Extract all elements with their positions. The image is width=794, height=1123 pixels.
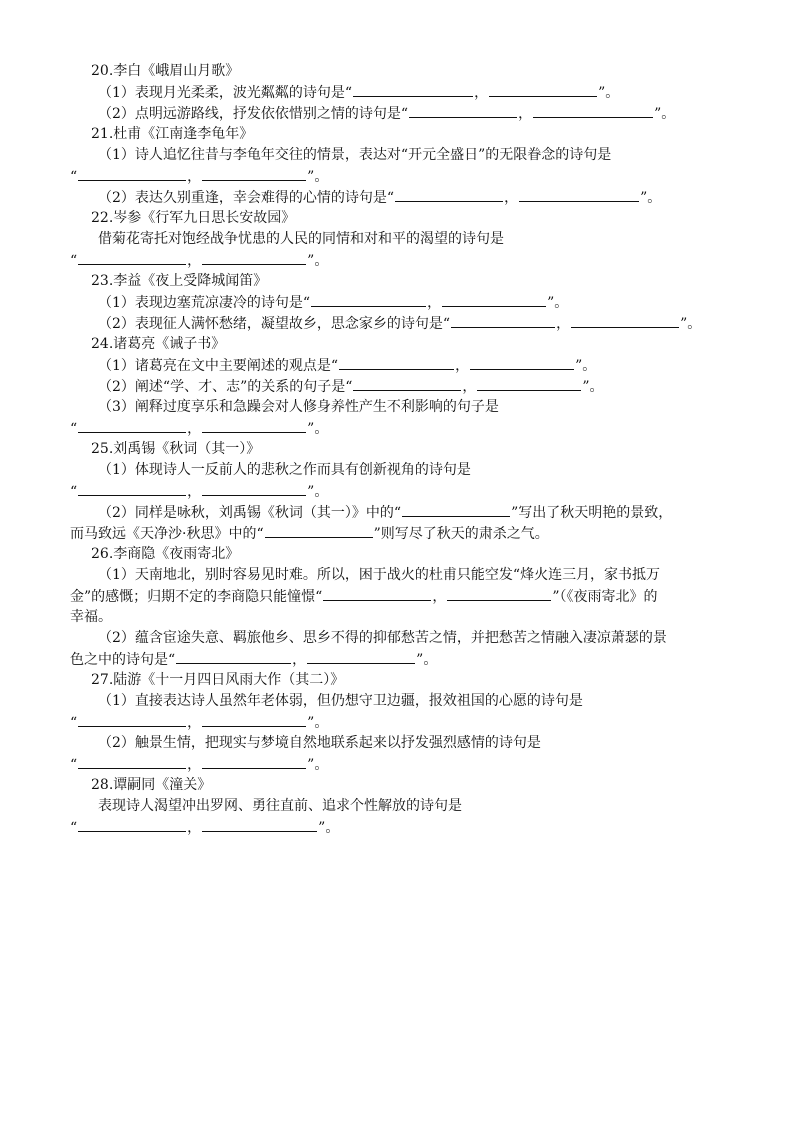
answer-blank[interactable] [78,250,186,265]
answer-blank[interactable] [202,166,306,181]
question-line: （3）阐释过度享乐和急躁会对人修身养性产生不利影响的句子是 [98,399,499,415]
answer-blank[interactable] [202,817,317,832]
answer-blank[interactable] [323,586,431,601]
answer-blank[interactable] [202,712,306,727]
answer-blank[interactable] [409,103,517,118]
item-title: 20.李白《峨眉山月歌》 [91,63,240,79]
question-line: 色之中的诗句是“ ， ”。 [70,649,740,670]
question-line: （1）体现诗人一反前人的悲秋之作而具有创新视角的诗句是 [98,462,471,478]
answer-blank[interactable] [78,418,186,433]
answer-blank[interactable] [533,103,653,118]
answer-blank[interactable] [489,82,597,97]
question-line: 而马致远《天净沙·秋思》中的“ ”则写尽了秋天的肃杀之气。 [70,523,740,544]
question-line: “ ， ”。 [70,481,740,502]
item-title: 28.谭嗣同《潼关》 [91,777,212,793]
item-title: 23.李益《夜上受降城闻笛》 [91,273,268,289]
answer-blank[interactable] [353,376,461,391]
question-line: 借菊花寄托对饱经战争忧患的人民的同情和对和平的渴望的诗句是 [98,231,504,247]
question-line: （1）诗人追忆往昔与李龟年交往的情景，表达对“开元全盛日”的无限眷念的诗句是 [98,147,612,163]
item-title: 24.诸葛亮《诫子书》 [91,336,226,352]
item-title: 26.李商隐《夜雨寄北》 [91,546,240,562]
item-title: 25.刘禹锡《秋词（其一）》 [91,441,261,457]
answer-blank[interactable] [202,250,306,265]
question-line: “ ， ”。 [70,250,740,271]
question-line: （1）天南地北，别时容易见时难。所以，困于战火的杜甫只能空发“烽火连三月，家书抵万 [98,567,661,583]
answer-blank[interactable] [78,712,186,727]
answer-blank[interactable] [78,754,186,769]
item-title: 22.岑参《行军九日思长安故园》 [91,210,296,226]
answer-blank[interactable] [571,313,679,328]
question-line: （2）同样是咏秋，刘禹锡《秋词（其一）》中的“ ”写出了秋天明艳的景致， [70,502,740,523]
answer-blank[interactable] [307,649,415,664]
question-line: “ ， ”。 [70,418,740,439]
answer-blank[interactable] [202,418,306,433]
question-line: 金”的感慨；归期不定的李商隐只能憧憬“ ， ”（《夜雨寄北》的 [70,586,740,607]
question-line: （1）表现边塞荒凉凄冷的诗句是“ ， ”。 [70,292,740,313]
answer-blank[interactable] [78,481,186,496]
answer-blank[interactable] [470,355,574,370]
answer-blank[interactable] [78,166,186,181]
question-line: “ ， ”。 [70,712,740,733]
answer-blank[interactable] [451,313,555,328]
question-line: 幸福。 [70,609,112,625]
answer-blank[interactable] [339,355,454,370]
answer-blank[interactable] [402,502,510,517]
answer-blank[interactable] [311,292,426,307]
question-line: （1）诸葛亮在文中主要阐述的观点是“ ， ”。 [70,355,740,376]
answer-blank[interactable] [202,754,306,769]
question-line: “ ， ”。 [70,817,740,838]
answer-blank[interactable] [477,376,581,391]
question-line: （2）触景生情，把现实与梦境自然地联系起来以抒发强烈感情的诗句是 [98,735,541,751]
question-line: “ ， ”。 [70,754,740,775]
answer-blank[interactable] [447,586,551,601]
question-line: （2）表现征人满怀愁绪，凝望故乡，思念家乡的诗句是“ ， ”。 [70,313,740,334]
question-line: 表现诗人渴望冲出罗网、勇往直前、追求个性解放的诗句是 [98,798,462,814]
question-line: （1）表现月光柔柔，波光粼粼的诗句是“ ， ”。 [70,82,740,103]
answer-blank[interactable] [395,187,503,202]
answer-blank[interactable] [353,82,473,97]
question-line: （2）蕴含宦途失意、羁旅他乡、思乡不得的抑郁愁苦之情，并把愁苦之情融入凄凉萧瑟的景 [98,630,667,646]
question-line: “ ， ”。 [70,166,740,187]
question-list [70,61,740,838]
item-title: 21.杜甫《江南逢李龟年》 [91,126,254,142]
answer-blank[interactable] [176,649,291,664]
item-title: 27.陆游《十一月四日风雨大作（其二）》 [91,672,345,688]
answer-blank[interactable] [78,817,186,832]
answer-blank[interactable] [202,481,306,496]
question-line: （2）阐述“学、才、志”的关系的句子是“ ， ”。 [70,376,740,397]
answer-blank[interactable] [519,187,639,202]
question-line: （1）直接表达诗人虽然年老体弱，但仍想守卫边疆，报效祖国的心愿的诗句是 [98,693,583,709]
question-line: （2）点明远游路线，抒发依依惜别之情的诗句是“ ， ”。 [70,103,740,124]
answer-blank[interactable] [442,292,546,307]
answer-blank[interactable] [265,523,373,538]
question-line: （2）表达久别重逢，幸会难得的心情的诗句是“ ， ”。 [70,187,740,208]
